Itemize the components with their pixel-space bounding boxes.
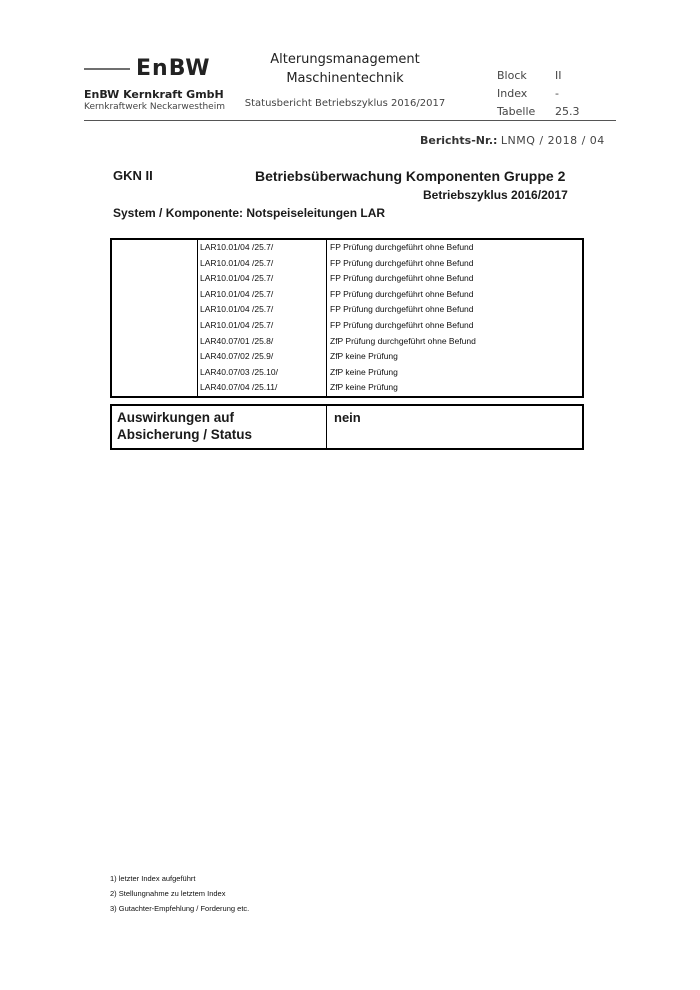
footnote-1: 1) letzter Index aufgeführt (110, 874, 196, 883)
status-value: nein (334, 410, 361, 425)
component-code: LAR40.07/02 /25.9/ (200, 351, 274, 362)
table-label: Tabelle (497, 105, 536, 118)
section-heading: Betriebsüberwachung Komponenten Gruppe 2 (255, 168, 566, 184)
index-label: Index (497, 87, 528, 100)
plant-short: GKN II (113, 168, 153, 183)
section-cycle: Betriebszyklus 2016/2017 (423, 188, 568, 202)
component-code: LAR10.01/04 /25.7/ (200, 304, 274, 315)
table-row (112, 349, 582, 365)
status-label-line2: Absicherung / Status (117, 427, 253, 442)
table-row (112, 334, 582, 350)
inspection-result: FP Prüfung durchgeführt ohne Befund (330, 288, 474, 299)
company-name: EnBW Kernkraft GmbH (84, 88, 224, 101)
company-logo: EnBW (136, 56, 211, 81)
table-row (112, 256, 582, 272)
component-code: LAR10.01/04 /25.7/ (200, 257, 274, 268)
column-divider (326, 406, 327, 448)
doc-subtitle: Statusbericht Betriebszyklus 2016/2017 (244, 98, 446, 109)
doc-title-line1: Alterungsmanagement (270, 52, 420, 67)
table-row (112, 380, 582, 396)
table-row (112, 240, 582, 256)
table-row (112, 365, 582, 381)
component-code: LAR40.07/01 /25.8/ (200, 335, 274, 346)
component-code: LAR10.01/04 /25.7/ (200, 288, 274, 299)
footnote-2: 2) Stellungnahme zu letztem Index (110, 889, 226, 898)
component-code: LAR10.01/04 /25.7/ (200, 273, 274, 284)
report-number-value: LNMQ / 2018 / 04 (500, 134, 605, 147)
report-label: Berichts-Nr.: (420, 134, 498, 147)
index-value: - (555, 87, 559, 100)
inspection-result: FP Prüfung durchgeführt ohne Befund (330, 242, 474, 252)
status-table (110, 404, 584, 450)
inspection-result: ZfP keine Prüfung (330, 351, 398, 362)
report-number (420, 134, 605, 147)
inspection-result: FP Prüfung durchgeführt ohne Befund (330, 304, 474, 315)
inspection-result: FP Prüfung durchgeführt ohne Befund (330, 257, 474, 268)
inspection-result: FP Prüfung durchgeführt ohne Befund (330, 273, 474, 284)
inspection-result: ZfP keine Prüfung (330, 366, 398, 377)
status-label (117, 409, 252, 443)
doc-title-line2: Maschinentechnik (286, 71, 404, 86)
inspection-table (110, 238, 584, 398)
inspection-result: FP Prüfung durchgeführt ohne Befund (330, 320, 474, 330)
table-row (112, 302, 582, 318)
header-divider (84, 120, 616, 121)
table-row (112, 271, 582, 287)
block-value: II (555, 69, 562, 82)
component-code: LAR10.01/04 /25.7/ (200, 242, 274, 252)
logo-line (84, 68, 130, 70)
table-row (112, 318, 582, 334)
system-component: System / Komponente: Notspeiseleitungen LAR (113, 206, 386, 220)
inspection-result: ZfP keine Prüfung (330, 382, 398, 393)
block-label: Block (497, 69, 527, 82)
component-code: LAR40.07/04 /25.11/ (200, 382, 278, 393)
plant-name: Kernkraftwerk Neckarwestheim (84, 102, 225, 112)
inspection-result: ZfP Prüfung durchgeführt ohne Befund (330, 335, 476, 346)
table-row (112, 287, 582, 303)
status-label-line1: Auswirkungen auf (117, 410, 235, 425)
component-code: LAR10.01/04 /25.7/ (200, 320, 274, 330)
table-value: 25.3 (555, 105, 580, 118)
component-code: LAR40.07/03 /25.10/ (200, 366, 278, 377)
footnote-3: 3) Gutachter-Empfehlung / Forderung etc. (110, 904, 250, 913)
